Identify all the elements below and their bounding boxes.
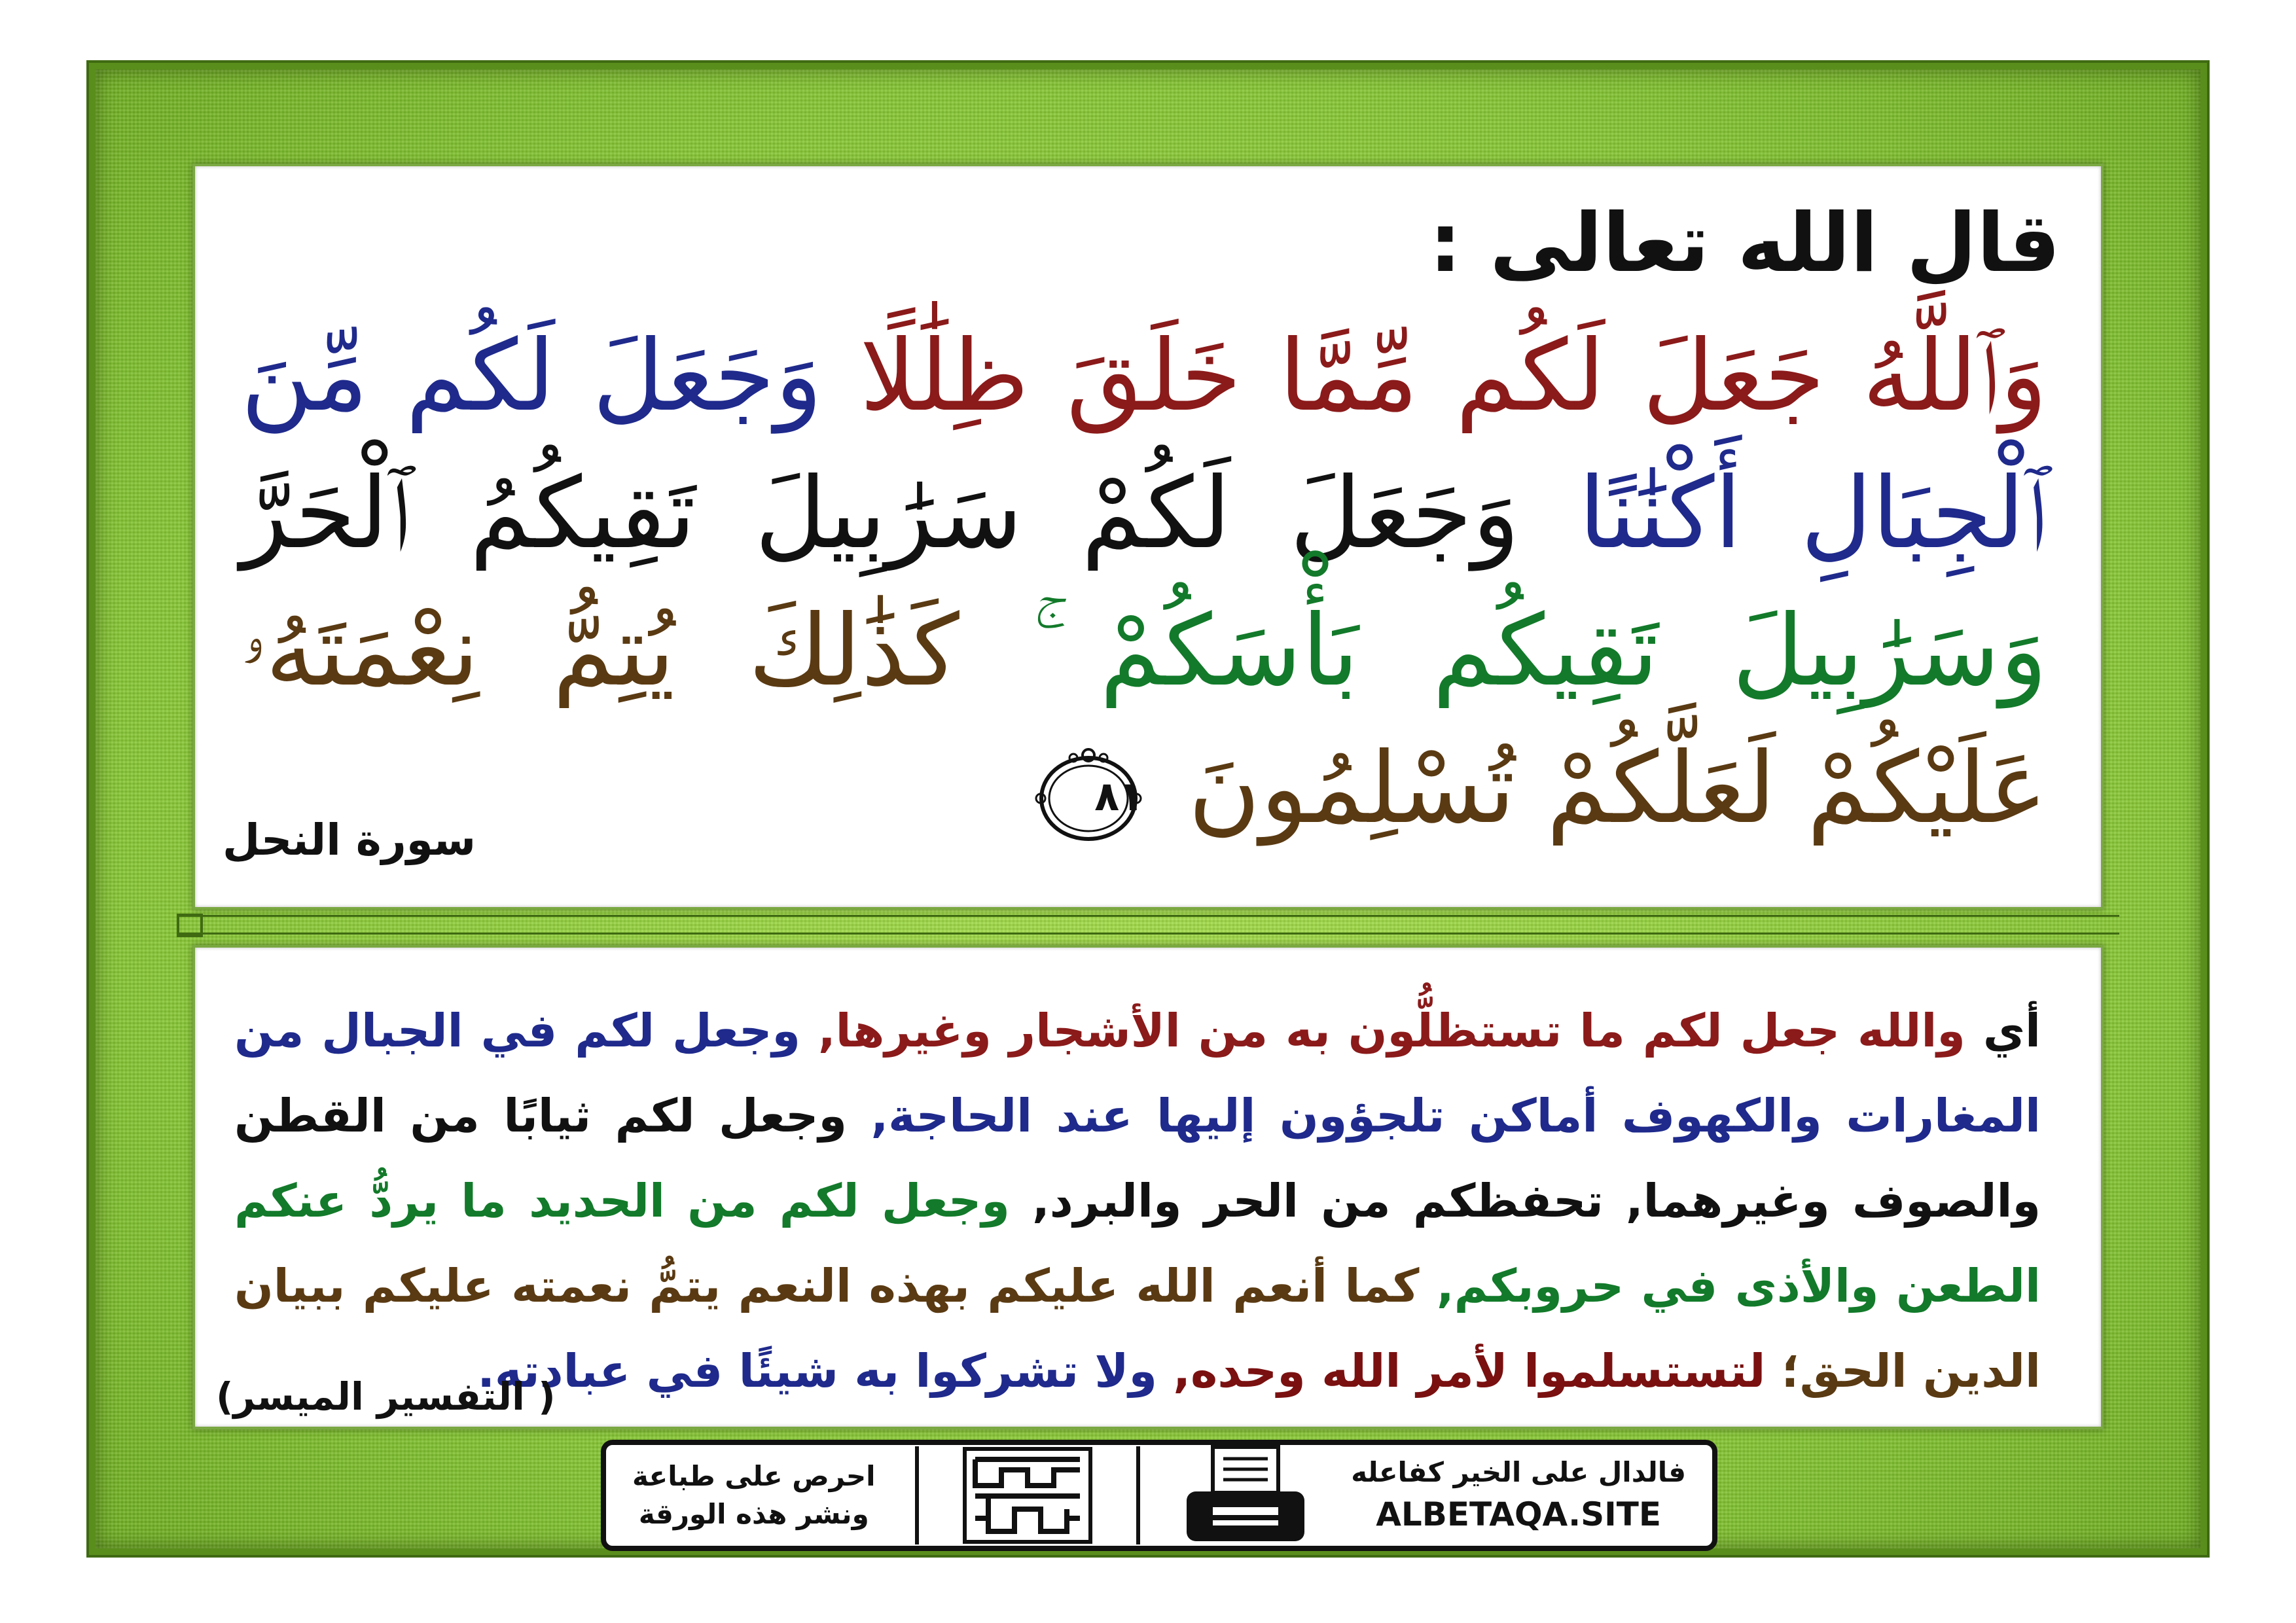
logo — [959, 1446, 1096, 1544]
quran-verse — [241, 308, 2047, 857]
surah-name: سورة النحل — [223, 815, 476, 865]
footer-bar — [601, 1440, 1717, 1551]
printer-icon — [1180, 1443, 1311, 1548]
tafsir-segment-3: وجعل لكم في الجبال من المغارات والكهوف أماكن تلجؤون إليها عند الحاجة, — [234, 1004, 2041, 1143]
footer-print-line-1: احرص على طباعة — [632, 1460, 876, 1492]
verse-intro: قال الله تعالى : — [1429, 196, 2060, 291]
footer-separator-2 — [1136, 1446, 1140, 1544]
footer-website — [1351, 1454, 1686, 1537]
tafsir-segment-1: أي — [1982, 1004, 2041, 1058]
footer-separator — [915, 1446, 919, 1544]
tafsir-segment-2: والله جعل لكم ما تستظلُّون به من الأشجار وغيرها, — [817, 1004, 1965, 1058]
tafsir-segment-5: وجعل لكم من الحديد ما يردُّ عنكم الطعن والأذى في حروبكم, — [234, 1174, 2041, 1313]
tafsir-segment-7: لتستسلموا لأمر الله وحده, — [1173, 1344, 1766, 1398]
verse-segment-1: وَٱللَّهُ جَعَلَ لَكُم مِّمَّا خَلَقَ ظِلَٰلًا — [859, 319, 2048, 433]
verse-segment-2: وَجَعَلَ لَكُم مِّنَ ٱلْجِبَالِ أَكْنَٰنًا — [241, 319, 2047, 571]
tafsir-segment-4: وجعل لكم ثيابًا من القطن والصوف وغيرهما, تحفظكم من الحر والبرد, — [234, 1089, 2041, 1228]
divider-corner — [177, 914, 203, 937]
verse-segment-4: وَسَرَٰبِيلَ تَقِيكُم بَأْسَكُمْ ۚ — [1033, 594, 2048, 708]
panel-divider — [177, 915, 2119, 935]
verse-segment-5: كَذَٰلِكَ يُتِمُّ نِعْمَتَهُۥ عَلَيْكُمْ لَعَلَّكُمْ تُسْلِمُونَ — [241, 594, 2047, 846]
verse-segment-3: وَجَعَلَ لَكُمْ سَرَٰبِيلَ تَقِيكُمُ ٱلْحَرَّ — [241, 457, 1520, 571]
kufic-logo-icon — [962, 1446, 1093, 1544]
footer-site-url[interactable]: ALBETAQA.SITE — [1376, 1495, 1661, 1533]
ayah-number: ٨١ — [1094, 772, 1144, 821]
footer-print-note — [632, 1457, 876, 1533]
printer — [1180, 1443, 1311, 1548]
ayah-number-marker — [1033, 747, 1144, 846]
tafsir-source: ( التفسير الميسر) — [216, 1374, 556, 1419]
footer-print-line-2: ونشر هذه الورقة — [638, 1498, 869, 1530]
tafsir-segment-8: ولا تشركوا به شيئًا في عبادته. — [477, 1344, 1158, 1398]
tafsir-segment-6: كما أنعم الله عليكم بهذه النعم يتمُّ نعمته عليكم ببيان الدين الحق؛ — [234, 1259, 2041, 1398]
tafsir-text — [234, 988, 2041, 1414]
footer-proverb: فالدال على الخير كفاعله — [1351, 1456, 1686, 1488]
